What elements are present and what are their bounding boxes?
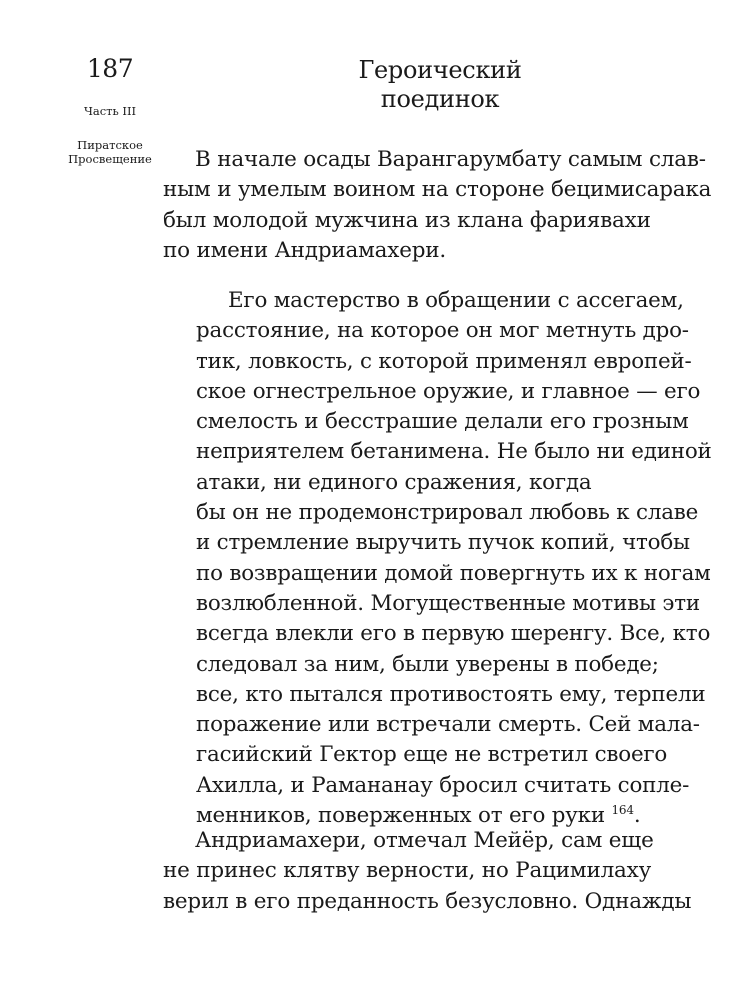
quote-last-punct: . (633, 803, 641, 829)
quote-line: гасийский Гектор еще не встретил своего (196, 742, 668, 768)
block-quote (196, 286, 712, 831)
quote-line: бы он не продемонстрировал любовь к славе (196, 500, 699, 526)
text-line: Андриамахери, отмечал Мейёр, сам еще (195, 828, 654, 853)
quote-line: расстояние, на которое он мог метнуть дро- (196, 318, 689, 344)
quote-line: смелость и бесстрашие делали его грозным (196, 409, 689, 435)
quote-line: всегда влекли его в первую шеренгу. Все, кто (196, 621, 711, 647)
text-line: В начале осады Варангарумбату самым слав- (195, 147, 706, 172)
text-line: не принес клятву верности, но Рацимилаху (163, 858, 652, 884)
quote-line: возлюбленной. Могущественные мотивы эти (196, 590, 700, 616)
section-label-line2: Просвещение (68, 152, 152, 166)
section-label-line1: Пиратское (77, 138, 143, 152)
paragraph-continuation (163, 826, 691, 917)
quote-line: тик, ловкость, с которой применял европей- (196, 348, 692, 374)
quote-line: поражение или встречали смерть. Сей мала- (196, 712, 700, 738)
text-line: верил в его преданность безусловно. Однажды (163, 888, 692, 914)
quote-line: ское огнестрельное оружие, и главное — его (196, 378, 701, 404)
footnote-reference[interactable]: 164 (611, 803, 634, 818)
quote-line: и стремление выручить пучок копий, чтобы (196, 530, 690, 556)
quote-line: неприятелем бетанимена. Не было ни единой (196, 439, 712, 465)
text-line: был молодой мужчина из клана фариявахи (163, 207, 651, 233)
text-line: ным и умелым воином на стороне бецимисарака (163, 177, 712, 203)
part-label: Часть III (83, 104, 137, 118)
section-label (55, 138, 165, 166)
text-line: по имени Андриамахери. (163, 237, 447, 263)
quote-line: атаки, ни единого сражения, когда (196, 469, 592, 495)
chapter-title-line1: Героический (358, 56, 522, 84)
chapter-title (290, 56, 590, 114)
quote-line: следовал за ним, были уверены в победе; (196, 651, 659, 677)
quote-line: все, кто пытался противостоять ему, терпели (196, 681, 706, 707)
quote-line: Ахилла, и Рамананау бросил считать сопле- (196, 772, 690, 798)
paragraph-intro (163, 145, 711, 266)
chapter-title-line2: поединок (380, 85, 500, 113)
quote-line: по возвращении домой повергнуть их к ногам (196, 560, 711, 586)
quote-last-text: менников, поверженных от его руки (196, 803, 605, 829)
page-number: 187 (86, 54, 134, 83)
quote-line: Его мастерство в обращении с ассегаем, (228, 288, 684, 313)
